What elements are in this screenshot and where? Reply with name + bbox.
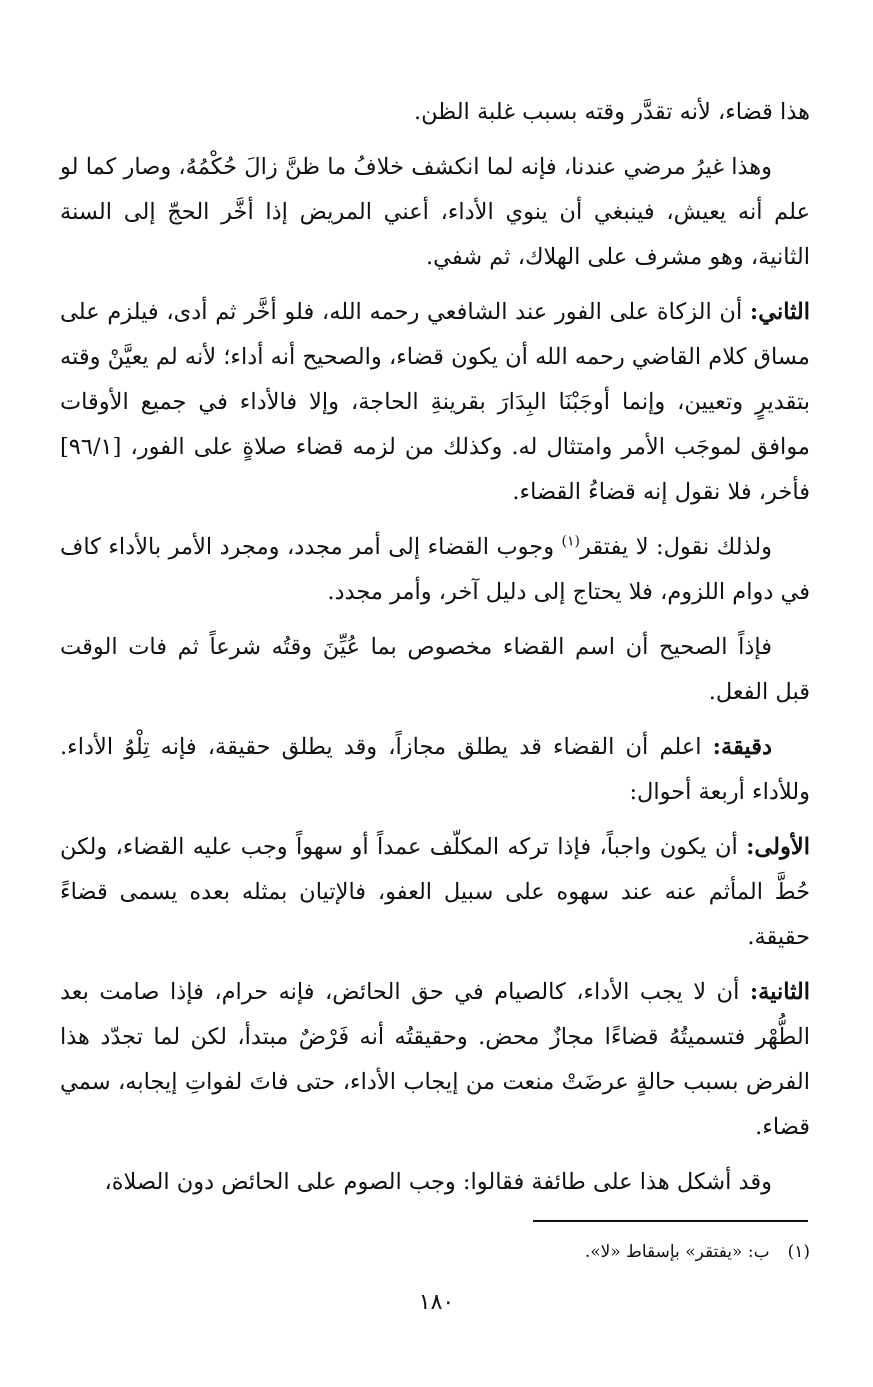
paragraph-4 [60, 525, 810, 615]
section-lead-first: الأولى: [746, 834, 810, 860]
footnote-marker: (١) [561, 533, 580, 550]
paragraph-4-text-b: وجوب القضاء إلى أمر مجدد، ومجرد الأمر بالأداء كاف في دوام اللزوم، فلا يحتاج إلى دليل آخر، وأمر مجدد. [60, 534, 810, 605]
footnote-number: (١) [787, 1242, 810, 1262]
paragraph-4-text-a: ولذلك نقول: لا يفتقر [580, 534, 772, 560]
footnote [200, 1238, 810, 1266]
section-lead-second-case: الثانية: [749, 979, 810, 1005]
footnote-text: ب: «يفتقر» بإسقاط «لا». [584, 1242, 770, 1262]
paragraph-7-text: أن يكون واجباً، فإذا تركه المكلّف عمداً أو سهواً وجب عليه القضاء، ولكن حُطَّ المأثم عنه عند سهوه على سبيل العفو، فالإتيان بمثله بعده يسمى قضاءً حقيقة. [60, 834, 810, 950]
page-number: ١٨٠ [418, 1290, 455, 1315]
paragraph-1: هذا قضاء، لأنه تقدَّر وقته بسبب غلبة الظن. [413, 99, 810, 125]
section-lead-second: الثاني: [749, 299, 810, 325]
paragraph-8-text: أن لا يجب الأداء، كالصيام في حق الحائض، فإنه حرام، فإذا صامت بعد الطُّهْر فتسميتُهُ قضاءًا مجازٌ محض. وحقيقتُه أنه فَرْضٌ مبتدأ، لكن لما تجدّد هذا الفرض بسبب حالةٍ عرضَتْ منعت من إيجاب الأداء، حتى فاتَ لفواتِ إيجابه، سمي قضاء. [60, 979, 810, 1140]
paragraph-3-text: أن الزكاة على الفور عند الشافعي رحمه الله، فلو أخَّر ثم أدى، فيلزم على مساق كلام القاضي رحمه الله أن يكون قضاء، والصحيح أنه أداء؛ لأنه لم يعيَّنْ وقته بتقديرٍ وتعيين، وإنما أوجَبْنَا البِدَارَ بقرينةِ الحاجة، وإلا فالأداء في جميع الأوقات موافق لموجَب الأمر وامتثال له. وكذلك من لزمه قضاء صلاةٍ على الفور، [٩٦/١] فأخر، فلا نقول إنه قضاءُ القضاء. [60, 299, 810, 505]
paragraph-9: وقد أشكل هذا على طائفة فقالوا: وجب الصوم على الحائض دون الصلاة، [104, 1169, 772, 1195]
paragraph-7 [60, 825, 810, 960]
footnote-divider [533, 1220, 808, 1222]
body-text [60, 90, 810, 1215]
paragraph-3 [60, 290, 810, 515]
paragraph-2: وهذا غيرُ مرضي عندنا، فإنه لما انكشف خلافُ ما ظنَّ زالَ حُكْمُهُ، وصار كما لو علم أنه يعيش، فينبغي أن ينوي الأداء، أعني المريض إذا أخَّر الحجّ إلى السنة الثانية، وهو مشرف على الهلاك، ثم شفي. [60, 154, 810, 270]
paragraph-8 [60, 970, 810, 1150]
paragraph-5: فإذاً الصحيح أن اسم القضاء مخصوص بما عُيِّنَ وقتُه شرعاً ثم فات الوقت قبل الفعل. [60, 634, 810, 705]
section-lead-subtlety: دقيقة: [712, 734, 772, 760]
paragraph-6 [60, 725, 810, 815]
paragraph-6-text: اعلم أن القضاء قد يطلق مجازاً، وقد يطلق حقيقة، فإنه تِلْوُ الأداء. وللأداء أربعة أحوال: [60, 734, 810, 805]
